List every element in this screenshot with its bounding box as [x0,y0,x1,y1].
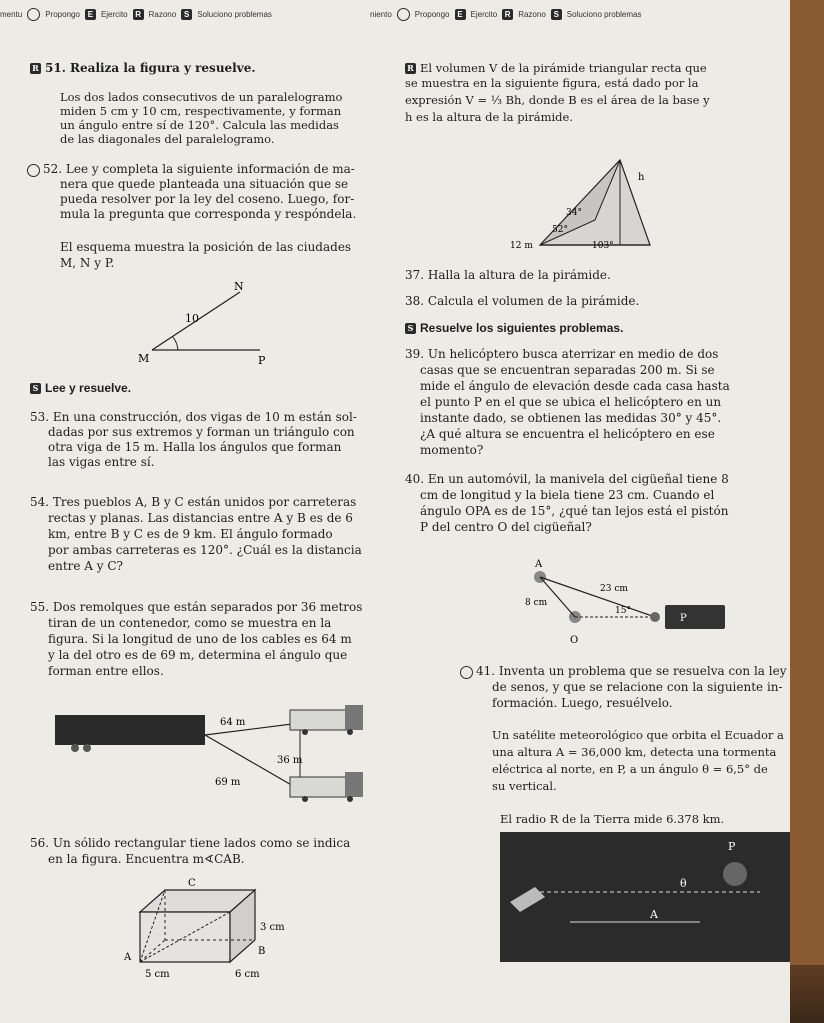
label-23cm: 23 cm [600,584,628,594]
exercise-51-line: de las diagonales del paralelogramo. [60,132,275,146]
header-label: mentu [0,10,23,19]
pyramid-figure [500,140,680,260]
label-8cm: 8 cm [525,598,548,608]
label-b: B [258,946,266,957]
exercise-41-line: formación. Luego, resuélvelo. [492,696,673,710]
header-label: Propongo [45,10,80,19]
crankshaft-figure [505,555,735,655]
propongo-icon [27,8,40,21]
razono-icon: R [405,63,416,74]
header-right [370,8,641,21]
exercise-39-line: mide el ángulo de elevación desde cada casa hasta [420,379,730,393]
label-p: P [728,840,736,853]
exercise-41-info: Un satélite meteorológico que orbita el Ecuador a [492,728,784,742]
exercise-41-info: eléctrica al norte, en P, a un ángulo θ = 6,5° de [492,762,768,776]
exercise-40-line: cm de longitud y la biela tiene 23 cm. Cuando el [420,488,715,502]
label-p: P [258,354,266,367]
pyramid-intro-line: se muestra en la siguiente figura, está dado por la [405,76,699,90]
propongo-icon [27,164,40,177]
soluciono-icon: S [30,383,41,394]
label-a: A [124,952,132,963]
razono-icon: R [30,63,41,74]
soluciono-icon: S [405,323,416,334]
exercise-56-line: 56. Un sólido rectangular tiene lados como se indica [30,836,351,850]
exercise-41-line: 41. Inventa un problema que se resuelva con la ley [476,664,787,678]
exercise-40-line: ángulo OPA es de 15°, ¿qué tan lejos está el pistón [420,504,729,518]
pyramid-intro-line: El volumen V de la pirámide triangular recta que [420,61,707,75]
exercise-51-line: miden 5 cm y 10 cm, respectivamente, y forman [60,104,342,118]
pyramid-intro-line: h es la altura de la pirámide. [405,110,573,124]
soluciono-icon: S [181,9,192,20]
satellite-photo [500,832,790,962]
exercise-55-line: tiran de un contenedor, como se muestra en la [48,616,332,630]
exercise-52-line: El esquema muestra la posición de las ciudades [60,240,352,254]
exercise-41-info: su vertical. [492,779,557,793]
exercise-54-line: 54. Tres pueblos A, B y C están unidos por carreteras [30,495,357,509]
label-a: A [650,908,658,921]
pyramid-intro-line: expresión V = ⅓ Bh, donde B es el área de la base y [405,93,710,107]
label-69m: 69 m [215,777,241,788]
razono-icon: R [502,9,513,20]
exercise-55-line: 55. Dos remolques que están separados por 36 metros [30,600,363,614]
exercise-55-line: y la del otro es de 69 m, determina el ángulo que [48,648,348,662]
exercise-51-line: un ángulo entre sí de 120°. Calcula las medidas [60,118,339,132]
label-34deg: 34° [566,208,582,218]
exercise-39-line: el punto P en el que se ubica el helicóptero en un [420,395,722,409]
exercise-51-title: 51. Realiza la figura y resuelve. [45,61,256,75]
exercise-53-line: dadas por sus extremos y forman un triángulo con [48,425,355,439]
label-m: M [138,352,150,365]
box-figure [110,872,310,982]
label-15deg: 15° [615,606,631,616]
ejercito-icon: E [85,9,96,20]
exercise-41-line: de senos, y que se relacione con la siguiente in- [492,680,783,694]
exercise-39-line: ¿A qué altura se encuentra el helicóptero en ese [420,427,715,441]
soluciono-icon: S [551,9,562,20]
header-label: Ejercito [470,10,498,19]
exercise-41-info: una altura A = 36,000 km, detecta una tormenta [492,745,777,759]
label-5cm: 5 cm [145,969,170,980]
exercise-53-line: las vigas entre sí. [48,455,155,469]
exercise-53-line: 53. En una construcción, dos vigas de 10 m están sol- [30,410,357,424]
label-o: O [570,635,579,646]
label-n: N [234,280,244,293]
label-12m: 12 m [510,241,533,251]
exercise-53-line: otra viga de 15 m. Halla los ángulos que forman [48,440,342,454]
exercise-39-line: momento? [420,443,484,457]
label-theta: θ [680,877,687,890]
label-36m: 36 m [277,755,303,766]
razono-icon: R [133,9,144,20]
exercise-37: 37. Halla la altura de la pirámide. [405,268,611,282]
exercise-54-line: por ambas carreteras es 120°. ¿Cuál es la distancia [48,543,362,557]
exercise-52-line: mula la pregunta que corresponda y respóndela. [60,207,357,221]
label-c: C [188,878,196,889]
label-64m: 64 m [220,717,246,728]
exercise-54-line: entre A y C? [48,559,123,573]
earth-radius-note: El radio R de la Tierra mide 6.378 km. [500,812,725,826]
exercise-55-line: forman entre ellos. [48,664,164,678]
satellite-icon [510,887,545,912]
propongo-icon [460,666,473,679]
exercise-39-line: casas que se encuentran separadas 200 m. Si se [420,363,715,377]
exercise-40-line: P del centro O del cigüeñal? [420,520,592,534]
exercise-56-line: en la figura. Encuentra m∢CAB. [48,852,245,866]
exercise-52-line: pueda resolver por la ley del coseno. Luego, for- [60,192,355,206]
exercise-52-line: 52. Lee y completa la siguiente información de ma- [43,162,355,176]
exercise-40-line: 40. En un automóvil, la manivela del cigüeñal tiene 8 [405,472,729,486]
label-a: A [535,559,543,570]
exercise-39-line: 39. Un helicóptero busca aterrizar en medio de dos [405,347,719,361]
section-lee-resuelve: Lee y resuelve. [45,381,132,395]
label-3cm: 3 cm [260,922,285,933]
exercise-54-line: rectas y planas. Las distancias entre A y B es de 6 [48,511,353,525]
header-label: Soluciono problemas [566,10,642,19]
exercise-54-line: km, entre B y C es de 9 km. El ángulo formado [48,527,333,541]
header-label: Ejercito [100,10,128,19]
header-label: niento [370,10,392,19]
exercise-51-line: Los dos lados consecutivos de un paralelogramo [60,90,343,104]
cities-figure [130,280,280,370]
exercise-55-line: figura. Si la longitud de uno de los cables es 64 m [48,632,352,646]
exercise-38: 38. Calcula el volumen de la pirámide. [405,294,640,308]
label-6cm: 6 cm [235,969,260,980]
section-resuelve: Resuelve los siguientes problemas. [420,321,624,335]
header-label: Razono [518,10,546,19]
label-side: 10 [185,312,199,325]
exercise-39-line: instante dado, se obtienen las medidas 30° y 45°. [420,411,722,425]
exercise-52-line: M, N y P. [60,256,115,270]
header-left [0,8,272,21]
header-label: Razono [148,10,177,19]
exercise-52-line: nera que quede planteada una situación que se [60,177,349,191]
ejercito-icon: E [455,9,466,20]
propongo-icon [397,8,410,21]
label-h: h [638,172,645,183]
header-label: Soluciono problemas [197,10,272,19]
trailers-figure [55,695,375,815]
header-label: Propongo [414,10,450,19]
label-103deg: 103° [592,241,614,251]
label-p: P [680,613,687,624]
satellite-diagram [500,832,790,962]
label-52deg: 52° [552,225,568,235]
